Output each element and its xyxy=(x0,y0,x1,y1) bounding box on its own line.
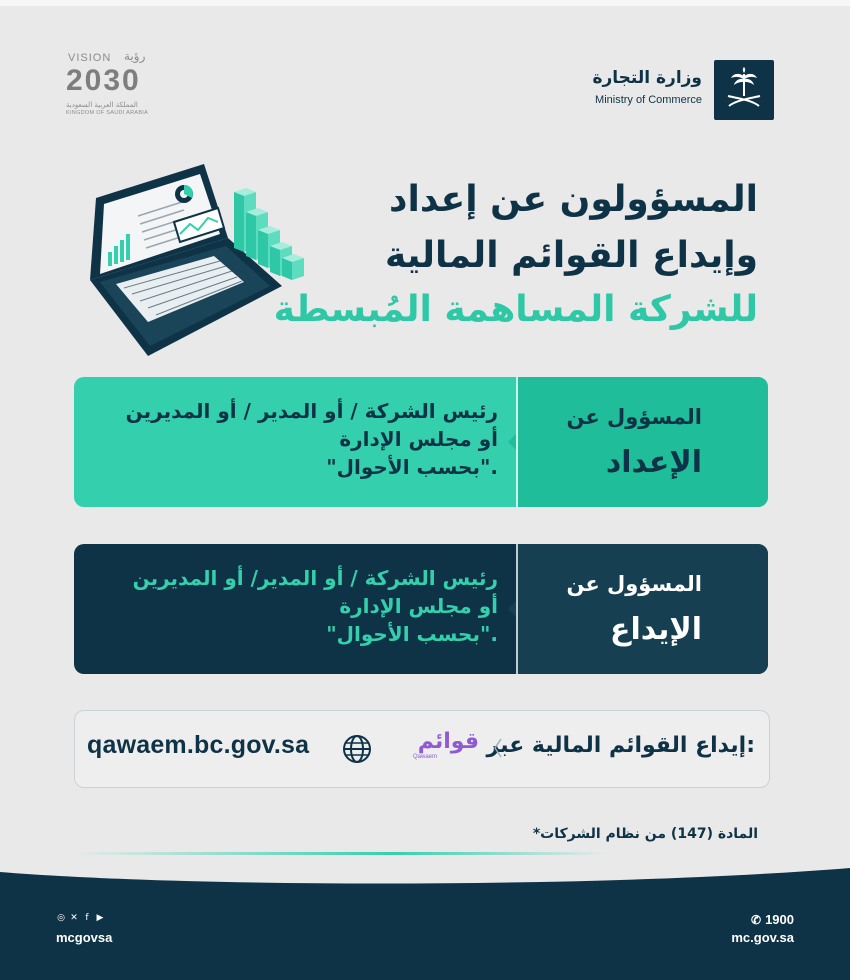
social-icons xyxy=(56,912,105,924)
social-handle[interactable]: mcgovsa xyxy=(56,930,113,945)
card-divider xyxy=(516,544,518,674)
filing-body-line-1: رئيس الشركة / أو المدير/ أو المديرين xyxy=(132,566,498,590)
vision-2030-logo xyxy=(62,49,172,122)
instagram-icon[interactable]: ◎ xyxy=(57,913,65,923)
filing-body-line-2: أو مجلس الإدارة xyxy=(339,594,498,618)
title-line-1: المسؤولون عن إعداد xyxy=(389,179,758,220)
x-icon[interactable]: ✕ xyxy=(70,913,78,923)
preparation-body-line-2: أو مجلس الإدارة xyxy=(339,427,498,451)
phone-icon: ✆ xyxy=(751,913,762,927)
youtube-icon[interactable]: ▶ xyxy=(96,913,104,923)
filing-side-title: الإيداع xyxy=(610,612,702,647)
card-divider xyxy=(516,377,518,507)
facebook-icon[interactable]: f xyxy=(85,913,89,923)
footnote: *المادة (147) من نظام الشركات xyxy=(532,826,758,842)
title-line-3: للشركة المساهمة المُبسطة xyxy=(273,289,758,330)
filing-card xyxy=(74,544,768,674)
globe-icon xyxy=(341,733,373,765)
phone-number-text: 1900 xyxy=(765,912,794,927)
laptop-chart-illustration xyxy=(86,160,316,360)
preparation-side xyxy=(518,377,768,507)
preparation-side-title: الإعداد xyxy=(605,445,702,480)
title-line-2: وإيداع القوائم المالية xyxy=(384,235,758,276)
preparation-side-label: المسؤول عن xyxy=(566,405,702,429)
preparation-body xyxy=(88,397,498,481)
filing-channel-box xyxy=(74,710,770,788)
website-link[interactable]: mc.gov.sa xyxy=(731,930,794,945)
filing-channel-label: إيداع القوائم المالية عبر: xyxy=(486,733,755,758)
qawaem-logo-ar: قوائم xyxy=(417,729,479,754)
chevron-left-icon xyxy=(493,737,503,759)
vision-label: VISION xyxy=(68,52,112,64)
vision-country-en: KINGDOM OF SAUDI ARABIA xyxy=(66,110,149,116)
footer-band xyxy=(0,860,850,980)
qawaem-logo-en: Qawaem xyxy=(413,754,438,760)
ministry-name-en: Ministry of Commerce xyxy=(595,94,702,106)
preparation-body-line-3: "بحسب الأحوال". xyxy=(326,455,498,479)
filing-side-label: المسؤول عن xyxy=(566,572,702,596)
vision-country-ar: المملكة العربية السعودية xyxy=(66,101,138,109)
ministry-name-ar: وزارة التجارة xyxy=(592,68,702,88)
phone-number[interactable] xyxy=(751,912,794,927)
qawaem-url-link[interactable]: qawaem.bc.gov.sa xyxy=(87,731,310,759)
qawaem-logo[interactable] xyxy=(389,727,479,767)
preparation-body-line-1: رئيس الشركة / أو المدير / أو المديرين xyxy=(125,399,498,423)
vision-year: 2030 xyxy=(66,64,141,97)
footnote-divider xyxy=(74,852,606,855)
filing-side xyxy=(518,544,768,674)
chevron-left-icon xyxy=(508,434,516,450)
chevron-left-icon xyxy=(508,601,516,617)
saudi-emblem-icon xyxy=(714,60,774,120)
filing-body-line-3: "بحسب الأحوال". xyxy=(326,622,498,646)
vision-label-ar: رؤية xyxy=(124,49,146,63)
preparation-card xyxy=(74,377,768,507)
filing-body xyxy=(88,564,498,648)
